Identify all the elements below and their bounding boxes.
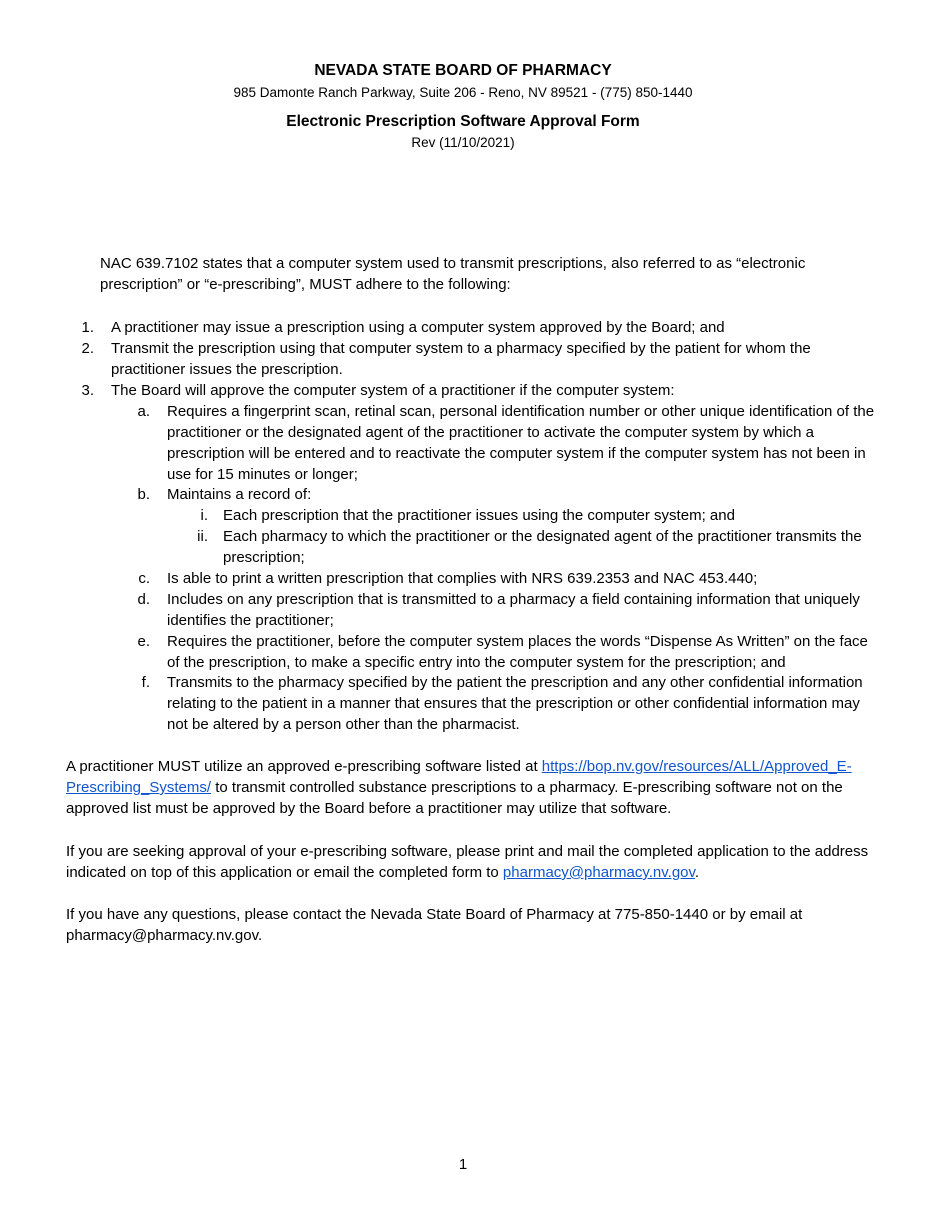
list-item: Transmit the prescription using that computer system to a pharmacy specified by the patient for whom the practitioner issues the prescription. [111,340,811,378]
roman-list-marker: ii. [197,528,208,545]
sub-list-marker: f. [141,674,150,691]
sub-list-marker: c. [138,570,150,587]
sub-list-marker: d. [137,591,150,608]
sub-list-item: Includes on any prescription that is transmitted to a pharmacy a field containing information that uniquely identifies the practitioner; [167,591,860,629]
sub-list-marker: a. [137,403,150,420]
organization-address: 985 Damonte Ranch Parkway, Suite 206 - Reno, NV 89521 - (775) 850-1440 [233,85,693,100]
sub-list-item: Transmits to the pharmacy specified by the patient the prescription and any other confidential information relating to the patient in a manner that ensures that the prescription or other confidential information may not be altered by a person other than the pharmacist. [167,674,863,733]
sub-list-item: Maintains a record of: [167,486,312,503]
list-marker: 3. [81,382,94,399]
approved-text-before: A practitioner MUST utilize an approved e-prescribing software listed at [66,758,542,775]
roman-list-item: Each prescription that the practitioner issues using the computer system; and [223,507,735,524]
sub-list-marker: b. [137,486,150,503]
organization-name: NEVADA STATE BOARD OF PHARMACY [314,62,612,79]
sub-list-item: Requires the practitioner, before the computer system places the words “Dispense As Written” on the face of the prescription, to make a specific entry into the computer system for the prescription; and [167,633,868,671]
roman-list-item: Each pharmacy to which the practitioner or the designated agent of the practitioner transmits the prescription; [223,528,862,566]
approved-software-paragraph [66,757,896,820]
approved-text-after: to transmit controlled substance prescriptions to a pharmacy. E-prescribing software not on the approved list must be approved by the Board before a practitioner may utilize that software. [66,778,843,817]
sub-list-marker: e. [137,633,150,650]
pharmacy-email-link[interactable]: pharmacy@pharmacy.nv.gov [502,863,695,881]
sub-list-item: Is able to print a written prescription that complies with NRS 639.2353 and NAC 453.440; [167,570,758,587]
sub-list-item: Requires a fingerprint scan, retinal scan, personal identification number or other unique identification of the practitioner or the designated agent of the practitioner to activate the computer system by which a prescription will be entered and to reactivate the computer system if the computer system has not been in use for 15 minutes or longer; [167,403,875,483]
list-item: A practitioner may issue a prescription using a computer system approved by the Board; and [111,319,725,336]
roman-list-marker: i. [200,507,208,524]
questions-paragraph: If you have any questions, please contact the Nevada State Board of Pharmacy at 775-850-1440 or by email at pharmacy@pharmacy.nv.gov. [66,906,803,944]
seeking-text-after: . [694,863,700,881]
approved-systems-link[interactable]: https://bop.nv.gov/resources/ALL/Approved_E-Prescribing_Systems/ [66,758,852,796]
seeking-approval-paragraph [66,842,896,884]
intro-paragraph: NAC 639.7102 states that a computer system used to transmit prescriptions, also referred to as “electronic prescription” or “e-prescribing”, MUST adhere to the following: [100,255,806,293]
page-number: 1 [458,1156,468,1173]
form-title: Electronic Prescription Software Approval Form [286,113,640,130]
form-revision: Rev (11/10/2021) [411,135,515,150]
seeking-text-before: If you are seeking approval of your e-prescribing software, please print and mail the completed application to the address indicated on top of this application or email the completed form to [66,843,869,881]
list-item: The Board will approve the computer system of a practitioner if the computer system: [111,382,675,399]
list-marker: 1. [81,319,94,336]
list-marker: 2. [81,340,94,357]
